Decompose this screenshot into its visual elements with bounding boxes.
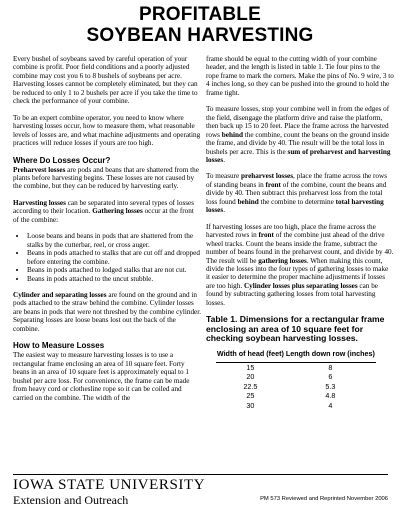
table-cell: 6 — [328, 372, 333, 382]
table-cell: 15 — [246, 362, 255, 372]
measure-losses-heading: How to Measure Losses — [13, 341, 105, 351]
table-header-length: Length down row (inches) — [285, 350, 376, 362]
table-cell: 4 — [328, 400, 333, 410]
measure-preharvest-paragraph — [206, 172, 394, 214]
emphasis-behind: behind — [221, 130, 243, 139]
list-item: • Beans in pods attached to lodged stalks that are not cut. — [27, 266, 201, 274]
right-column — [206, 55, 394, 410]
where-losses-heading: Where Do Losses Occur? — [13, 155, 111, 165]
list-item: • Loose beans and beans in pods that are shattered from the stalks by the cutterbar, reel, or cross auger. — [27, 232, 201, 249]
preharvest-paragraph — [13, 166, 201, 191]
harvesting-text-a: can be separated into several types of losses according to their location. — [13, 198, 195, 216]
emphasis-front: front — [258, 231, 274, 240]
table-cell: 5.3 — [325, 381, 336, 391]
footer — [13, 478, 388, 507]
page-title-line1: PROFITABLE — [139, 4, 261, 25]
cylinder-text: are found on the ground and in pods attached to the straw behind the combine. Cylinder losses are beans in pods that were not threshed by the combine cylinder. Separating losses are loose beans lost out the back of the combine. — [13, 290, 202, 333]
harvesting-text-b: occur at the front of the combine: — [13, 207, 194, 224]
gathering-term: Gathering losses — [92, 207, 143, 216]
table-cell: 30 — [246, 400, 255, 410]
left-column — [13, 55, 201, 410]
intro-paragraph-1: Every bushel of soybeans saved by careful operation of your combine is profit. Poor field conditions and a poorly adjusted combine may cost you 6 to 8 bushels of soybeans per acre. Harvesting losses cannot be completely eliminated, but they can be reduced to only 1 to 2 bushels per acre if you take the time to check the performance of your combine. — [13, 55, 198, 106]
text-span: To measure — [206, 172, 242, 181]
gathering-loss-list — [13, 232, 201, 283]
emphasis-cylinder: Cylinder losses plus separating losses — [243, 281, 358, 290]
table-row — [216, 372, 376, 382]
emphasis-behind: behind — [237, 197, 259, 206]
table-cell: 4.8 — [325, 391, 336, 401]
measure-gathering-paragraph — [206, 223, 394, 308]
measure-total-paragraph — [206, 105, 394, 164]
footer-divider — [13, 474, 388, 475]
text-span: . When making this count, divide the losses into the four types of gathering losses to make it easier to determine the proper machine adjustments if losses are too high. — [206, 256, 389, 290]
university-logo-line2: Extension and Outreach — [13, 493, 129, 507]
cylinder-term: Cylinder and separating losses — [13, 290, 107, 299]
table-title: Table 1. Dimensions for a rectangular frame enclosing an area of 10 square feet for checking soybean harvesting losses. — [206, 314, 385, 344]
intro-paragraph-2: To be an expert combine operator, you need to know where harvesting losses occur, how to measure them, what reasonable levels of losses are, and what machine adjustments and operating practices will reduce losses if yours are too high. — [13, 113, 201, 148]
emphasis-front: front — [265, 180, 281, 189]
table-cell: 20 — [246, 372, 255, 382]
text-span: the combine, count the beans on the ground inside the frame, and divide by 40. The result will be the total loss in bushels per acre. This is the — [206, 130, 390, 156]
table-row — [216, 362, 376, 372]
harvesting-term: Harvesting losses — [13, 198, 66, 207]
text-span: of the combine just ahead of the drive wheel tracks. Count the beans inside the frame, subtract the number of beans found in the preharvest count, and divide by 40. The result will be — [206, 231, 394, 265]
preharvest-text: are pods and beans that are shattered from the plants before harvesting begins. These losses are not caused by the combine, but they can be reduced by harvesting early. — [13, 165, 199, 191]
table-header-row — [216, 350, 376, 362]
text-span: If harvesting losses are too high, place the frame across the harvested rows in — [206, 222, 376, 240]
frame-paragraph: frame should be equal to the cutting width of your combine header, and the length is listed in table 1. Tie four pins to the rope frame to mark the corners. Make the pins of No. 9 wire, 3 to 4 inches long, so they can be pushed into the ground to hold the frame tight. — [206, 55, 394, 97]
table-row — [216, 382, 376, 392]
emphasis-total: total harvesting losses — [206, 197, 384, 215]
measure-paragraph: The easiest way to measure harvesting losses is to use a rectangular frame enclosing an area of 10 square feet. Forty beans in an area of 10 square feet is approximately equal to 1 bushel per acre loss. For convenience, the frame can be made from heavy cord or clothesline rope so it can be coiled and carried on the combine. The width of the — [13, 351, 190, 402]
table-cell: 25 — [246, 391, 255, 401]
cylinder-paragraph — [13, 291, 201, 333]
text-span: can be found by subtracting gathering losses from total harvesting losses. — [206, 281, 378, 307]
table-row — [216, 401, 376, 411]
list-item: • Beans in pods attached to stalks that are cut off and dropped before entering the combine. — [27, 249, 201, 266]
publication-info: PM 573 Reviewed and Reprinted November 2006 — [260, 496, 388, 502]
preharvest-term: Preharvest losses — [13, 165, 66, 174]
table-cell: 22.5 — [243, 381, 258, 391]
frame-dimensions-table — [216, 350, 376, 410]
text-span: , place the frame across the rows of standing beans in — [206, 172, 388, 189]
table-cell: 8 — [328, 362, 333, 372]
table-row — [216, 391, 376, 401]
text-span: To measure losses, stop your combine well in from the edges of the field, disengage the platform drive and raise the platform, then back up 15 to 20 feet. Place the frame across the harvested rows — [206, 105, 390, 139]
harvesting-paragraph — [13, 199, 201, 224]
emphasis-sum: sum of preharvest and harvesting losses — [206, 147, 391, 164]
emphasis-preharvest: preharvest losses — [241, 172, 294, 181]
page-title-line2: SOYBEAN HARVESTING — [86, 25, 314, 46]
table-header-width: Width of head (feet) — [216, 350, 285, 362]
text-span: . — [223, 155, 225, 164]
text-span: of the combine, count the beans and divide by 40. Then subtract this preharvest loss from the total loss found — [206, 180, 387, 206]
text-span: the combine to determine — [258, 197, 336, 206]
list-item: • Beans in pods attached to the uncut stubble. — [27, 275, 201, 283]
emphasis-gathering: gathering losses — [258, 256, 307, 265]
university-logo-line1: IOWA STATE UNIVERSITY — [13, 477, 206, 493]
text-span: . — [223, 206, 225, 215]
